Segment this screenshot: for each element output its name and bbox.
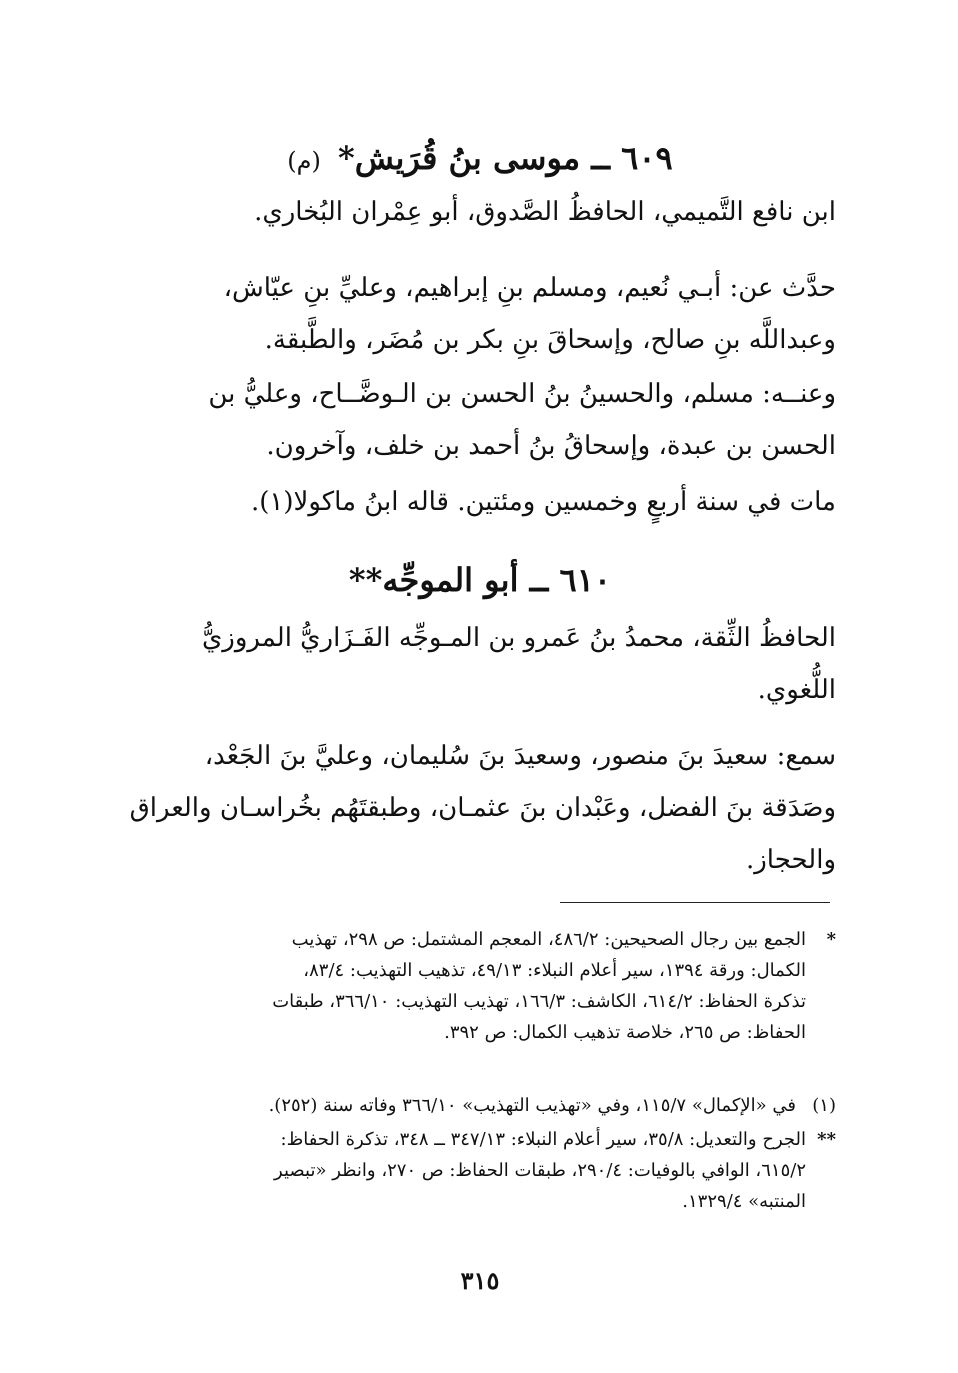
footnote-marker: * [826,929,836,950]
footnote-star [128,924,836,1048]
footnote-marker: ** [817,1129,836,1150]
text-line: سمع: سعيدَ بنَ منصور، وسعيدَ بنَ سُليمان، وعليَّ بنَ الجَعْد، [204,741,836,771]
entry-title: ٦٠٩ ــ موسى بنُ قُرَيش* [338,139,673,177]
entry-heading-610 [130,560,830,600]
footnote-line: الجرح والتعديل: ٣٥/٨، سير أعلام النبلاء: ٣٤٧/١٣ ــ ٣٤٨، تذكرة الحفاظ: [280,1129,806,1150]
text-line: حدَّث عن: أبـي نُعيم، ومسلم بنِ إبراهيم، وعليِّ بنِ عيّاش، [223,273,836,303]
text-line: وصَدَقة بنَ الفضل، وعَبْدان بنَ عثمـان، وطبقتَهُم بخُراسـان والعراق [129,793,836,823]
footnote-marker: (١) [812,1095,836,1116]
footnote-body [128,924,806,1048]
text-line: ابن نافع التَّميمي، الحافظُ الصَّدوق، أبو عِمْران البُخاري. [254,197,836,227]
text-line: اللُّغوي. [757,675,836,705]
text-line: والحجاز. [745,845,836,875]
page-number: ٣١٥ [460,1266,500,1295]
footnote-one [128,1090,836,1121]
entry-tag: (م) [287,147,321,175]
text-line: الحافظُ الثِّقة، محمدُ بنُ عَمرو بن المـوجِّه الفَـزَاريُّ المروزيُّ [201,623,836,653]
footnote-body [128,1124,806,1217]
paragraph-lineage [128,186,836,238]
paragraph-narrated-from [128,262,836,366]
entry-heading-609 [130,138,830,181]
footnote-line: الجمع بين رجال الصحيحين: ٤٨٦/٢، المعجم المشتمل: ص ٢٩٨، تهذيب [291,929,806,950]
footnote-line: الكمال: ورقة ١٣٩٤، سير أعلام النبلاء: ٤٩/١٣، تذهيب التهذيب: ٨٣/٤، [303,960,806,981]
footnote-line: تذكرة الحفاظ: ٦١٤/٢، الكاشف: ١٦٦/٣، تهذيب التهذيب: ٣٦٦/١٠، طبقات [272,991,806,1012]
paragraph-heard-from [128,730,836,886]
footnote-line: المنتبه» ١٣٢٩/٤. [682,1191,806,1212]
footnote-line: في «الإكمال» ١١٥/٧، وفي «تهذيب التهذيب» ٣٦٦/١٠ وفاته سنة (٢٥٢). [268,1095,796,1116]
text-line: مات في سنة أربعٍ وخمسين ومئتين. قاله ابنُ ماكولا(١). [250,487,836,517]
paragraph-name [128,612,836,716]
entry-title: ٦١٠ ــ أبو الموجِّه** [348,561,612,599]
footnote-line: الحفاظ: ص ٢٦٥، خلاصة تذهيب الكمال: ص ٣٩٢. [444,1022,806,1043]
text-line: الحسن بن عبدة، وإسحاقُ بنُ أحمد بن خلف، وآخرون. [266,431,836,461]
footnote-double-star [128,1124,836,1217]
footnote-body [128,1090,796,1121]
text-line: وعنــه: مسلم، والحسينُ بنُ الحسن بن الـوضَّــاح، وعليُّ بن [208,379,836,409]
paragraph-death [128,476,836,528]
footnote-separator [560,902,830,903]
paragraph-narrators [128,368,836,472]
footnote-line: ٦١٥/٢، الوافي بالوفيات: ٢٩٠/٤، طبقات الحفاظ: ص ٢٧٠، وانظر «تبصير [274,1160,806,1181]
text-line: وعبداللَّه بنِ صالح، وإسحاقَ بنِ بكر بن مُضَر، والطَّبقة. [264,325,836,355]
